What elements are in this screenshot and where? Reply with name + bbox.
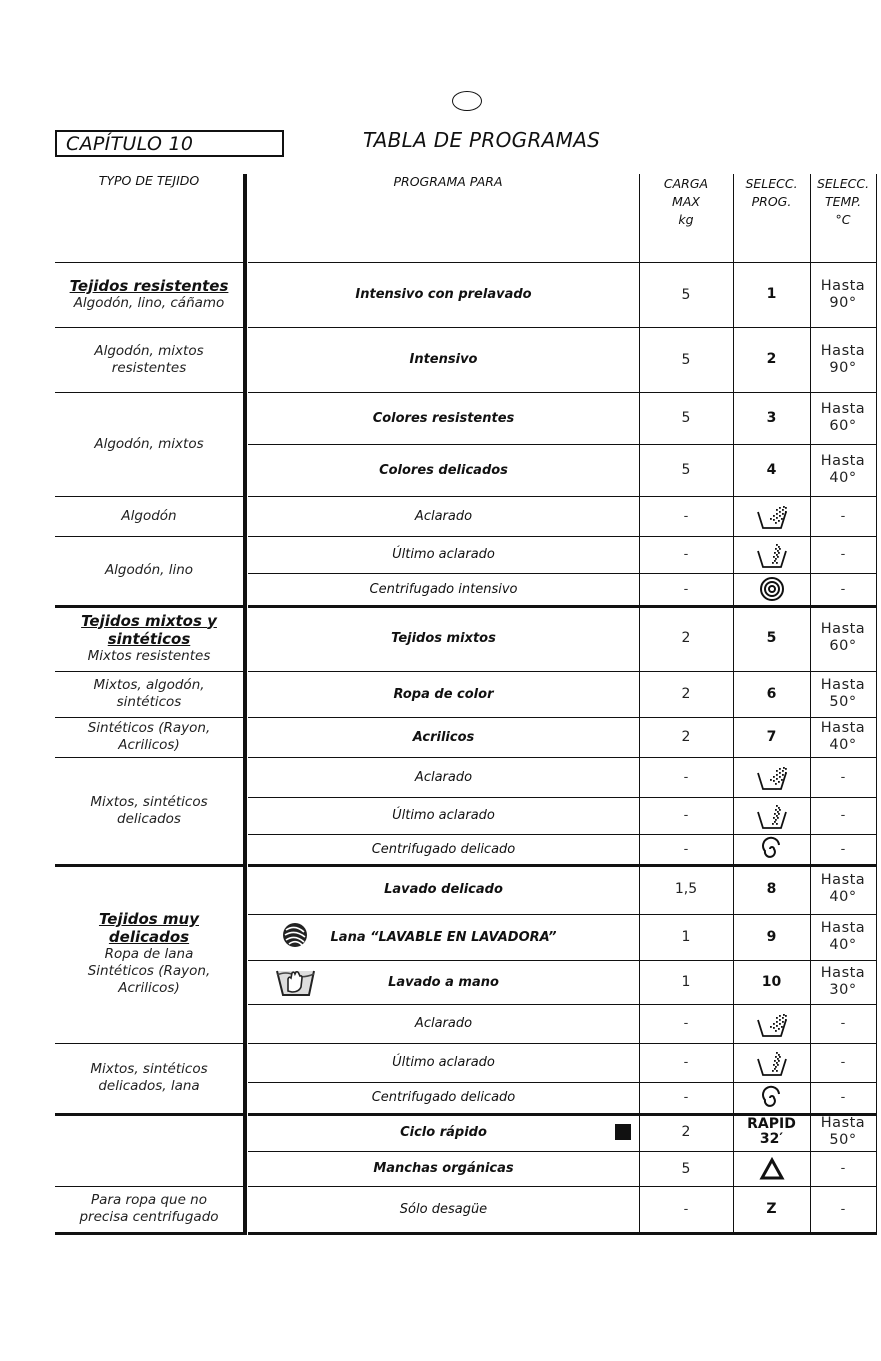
program-selector: 3 — [766, 409, 777, 426]
program-name: Último aclarado — [392, 1055, 495, 1070]
row-line — [55, 717, 243, 718]
load-value: 1 — [681, 929, 691, 945]
program-name: Ciclo rápido — [400, 1124, 487, 1140]
program-name: Lavado delicado — [384, 881, 503, 897]
square-marker-icon — [615, 1124, 631, 1140]
fabric-line: Sintéticos (Rayon, — [87, 963, 211, 979]
temperature-line: 30° — [829, 982, 857, 998]
program-selector — [733, 573, 810, 605]
load-value: - — [683, 547, 689, 562]
fabric-group-title: Tejidos resistentes — [69, 277, 229, 295]
fabric-line: Algodón — [121, 507, 177, 524]
header-load-line: CARGA — [663, 176, 709, 191]
row-line — [248, 1232, 877, 1235]
fabric-line: Sintéticos (Rayon, — [87, 720, 211, 736]
load-value: 2 — [681, 686, 691, 702]
load-value: - — [683, 841, 689, 857]
rinse-icon — [755, 502, 789, 530]
program-selector — [733, 1082, 810, 1113]
program-selector: 1 — [766, 286, 777, 302]
program-selector: 4 — [766, 461, 777, 478]
temperature-line: Hasta — [820, 677, 866, 693]
row-line — [55, 757, 243, 758]
header-temp-line: SELECC. — [816, 176, 870, 191]
program-name: Colores resistentes — [372, 410, 515, 426]
temperature-line: 90° — [829, 359, 857, 376]
fabric-line: precisa centrifugado — [79, 1209, 219, 1225]
temperature — [810, 536, 876, 573]
spin-delicate-icon — [755, 1084, 789, 1112]
temperature-line: - — [840, 1016, 846, 1031]
header-prog-line: SELECC. — [745, 176, 798, 191]
temperature — [810, 327, 876, 392]
program-name: Ropa de color — [393, 686, 494, 702]
fabric-line: delicados, lana — [98, 1078, 200, 1094]
program-name: Aclarado — [414, 769, 473, 785]
header-load — [639, 175, 733, 229]
header-fabric: TYPO DE TEJIDO — [98, 173, 200, 188]
program-name: Aclarado — [414, 1016, 473, 1031]
temperature-line: - — [840, 508, 846, 524]
temperature-line: - — [840, 1161, 846, 1176]
program-selector — [733, 496, 810, 536]
temperature-line: Hasta — [820, 1115, 866, 1131]
temperature-line: - — [840, 1090, 846, 1105]
header-temp-line: °C — [835, 212, 851, 227]
load-value: 1 — [681, 974, 691, 990]
temperature — [810, 444, 876, 496]
fabric-group — [55, 1047, 243, 1109]
column-divider — [243, 174, 247, 1235]
row-line — [55, 327, 243, 328]
load-value: - — [683, 1201, 689, 1217]
program-name: Centrifugado intensivo — [369, 581, 518, 597]
fabric-line: Algodón, mixtos — [94, 435, 204, 452]
fabric-group — [55, 721, 243, 753]
temperature-line: Hasta — [820, 342, 866, 359]
program-name: Lavado a mano — [388, 974, 499, 990]
program-selector: Z — [766, 1200, 777, 1217]
load-value: - — [683, 808, 689, 823]
program-name: Centrifugado delicado — [371, 841, 516, 857]
rinse-icon — [755, 1010, 789, 1038]
temperature-line: Hasta — [820, 277, 866, 294]
temperature-line: 40° — [829, 737, 857, 753]
row-line — [55, 1113, 243, 1116]
rinse-icon — [755, 763, 789, 791]
temperature-line: Hasta — [820, 453, 866, 469]
temperature-line: 40° — [829, 470, 857, 486]
temperature — [810, 605, 876, 671]
wool-icon — [280, 920, 310, 950]
temperature — [810, 1113, 876, 1151]
fabric-group-title: Tejidos mixtos y — [81, 611, 217, 630]
program-name: Acrilicos — [412, 729, 475, 745]
load-value: - — [683, 1055, 689, 1070]
load-value: 5 — [681, 286, 691, 303]
load-value: 5 — [681, 351, 691, 368]
temperature — [810, 1004, 876, 1043]
last-rinse-icon — [755, 802, 789, 830]
load-value: - — [683, 1016, 689, 1031]
program-selector — [733, 1004, 810, 1043]
program-selector: 9 — [766, 928, 777, 945]
temperature-line: - — [840, 808, 846, 823]
program-selector: 2 — [766, 351, 777, 367]
header-prog — [733, 175, 810, 211]
row-line — [55, 496, 243, 497]
spin-delicate-icon — [755, 835, 789, 863]
header-load-line: kg — [678, 212, 694, 227]
load-value: 5 — [681, 1160, 691, 1177]
row-line — [55, 605, 243, 608]
program-selector-line: RAPID — [747, 1116, 796, 1132]
program-name: Tejidos mixtos — [391, 630, 496, 646]
header-temp-line: TEMP. — [824, 194, 862, 209]
program-selector — [733, 757, 810, 797]
header-prog-line: PROG. — [751, 194, 792, 209]
fabric-group — [55, 1190, 243, 1228]
temperature-line: Hasta — [820, 621, 866, 637]
temperature — [810, 262, 876, 327]
load-value: 2 — [681, 630, 691, 646]
program-selector — [733, 1043, 810, 1082]
temperature — [810, 757, 876, 797]
program-name: Sólo desagüe — [399, 1201, 488, 1217]
temperature-line: Hasta — [820, 401, 866, 417]
column-line — [876, 174, 877, 1234]
temperature — [810, 717, 876, 757]
fabric-group — [55, 1117, 243, 1182]
fabric-group-title: Tejidos muy — [98, 910, 200, 928]
row-line — [55, 392, 243, 393]
program-name: Manchas orgánicas — [373, 1161, 514, 1176]
fabric-line: Algodón, lino, cáñamo — [73, 295, 225, 311]
temperature — [810, 496, 876, 536]
triangle-icon — [755, 1155, 789, 1183]
program-selector-line: 32′ — [759, 1131, 784, 1147]
row-line — [55, 864, 243, 867]
program-name: Centrifugado delicado — [371, 1090, 516, 1105]
program-name: Colores delicados — [379, 462, 508, 478]
fabric-group — [55, 868, 243, 1039]
temperature-line: - — [840, 1201, 846, 1217]
fabric-line: Mixtos, sintéticos — [90, 793, 208, 810]
fabric-line: sintéticos — [116, 694, 182, 710]
fabric-group — [55, 540, 243, 601]
temperature-line: - — [840, 581, 846, 597]
header-temp — [810, 175, 876, 229]
load-value: - — [683, 1090, 689, 1105]
temperature-line: - — [840, 769, 846, 785]
temperature-line: 60° — [829, 418, 857, 434]
program-selector — [733, 834, 810, 864]
temperature-line: Hasta — [820, 720, 866, 736]
temperature — [810, 671, 876, 717]
last-rinse-icon — [755, 1049, 789, 1077]
chapter-label: CAPÍTULO 10 — [55, 130, 284, 157]
load-value: 1,5 — [674, 881, 698, 897]
load-value: 5 — [681, 410, 691, 426]
temperature — [810, 1186, 876, 1232]
fabric-line: Algodón, lino — [104, 562, 194, 578]
load-value: 5 — [681, 462, 691, 478]
fabric-group — [55, 761, 243, 860]
row-line — [55, 671, 243, 672]
header-program: PROGRAMA PARA — [393, 174, 503, 189]
row-line — [55, 1043, 243, 1044]
fabric-line: Mixtos, sintéticos — [90, 1061, 208, 1077]
program-name: Intensivo — [409, 352, 478, 367]
temperature-line: 60° — [829, 638, 857, 654]
fabric-group-title: delicados — [108, 928, 190, 946]
fabric-group — [55, 675, 243, 713]
temperature-line: 50° — [829, 1132, 857, 1148]
program-selector — [733, 1113, 810, 1151]
temperature-line: Hasta — [820, 872, 866, 888]
fabric-line: Acrilicos) — [118, 980, 180, 996]
temperature — [810, 1082, 876, 1113]
fabric-group — [55, 266, 243, 323]
program-selector — [733, 1151, 810, 1186]
load-value: - — [683, 769, 689, 785]
spin-intensive-icon — [755, 575, 789, 603]
program-selector: 7 — [766, 728, 777, 745]
program-name: Lana “LAVABLE EN LAVADORA” — [330, 929, 557, 945]
temperature — [810, 392, 876, 444]
fabric-line: Acrilicos) — [118, 737, 180, 753]
row-line — [55, 262, 243, 263]
program-selector: 6 — [766, 685, 777, 702]
program-name: Intensivo con prelavado — [355, 287, 532, 302]
last-rinse-icon — [755, 541, 789, 569]
fabric-group — [55, 500, 243, 532]
temperature-line: - — [840, 1055, 846, 1070]
temperature — [810, 864, 876, 914]
program-selector: 5 — [766, 629, 777, 646]
temperature — [810, 914, 876, 960]
program-selector: 10 — [761, 973, 782, 990]
fabric-line: Algodón, mixtos — [94, 342, 204, 359]
program-name: Último aclarado — [392, 547, 495, 562]
temperature-line: Hasta — [820, 965, 866, 981]
row-line — [55, 1186, 243, 1187]
temperature-line: 40° — [829, 937, 857, 953]
fabric-line: delicados — [117, 810, 181, 827]
temperature-line: 90° — [829, 294, 857, 311]
hand-wash-icon — [274, 965, 316, 999]
marker-wrap — [615, 1124, 631, 1140]
program-name: Aclarado — [414, 508, 473, 524]
fabric-group — [55, 396, 243, 492]
temperature — [810, 960, 876, 1004]
fabric-line: Para ropa que no — [90, 1192, 207, 1208]
load-value: - — [683, 581, 689, 597]
temperature-line: 50° — [829, 694, 857, 710]
fabric-group-title: sintéticos — [107, 629, 191, 648]
page-title: TABLA DE PROGRAMAS — [363, 128, 601, 152]
fabric-line: Mixtos resistentes — [87, 647, 211, 664]
temperature — [810, 1151, 876, 1186]
fabric-line: Ropa de lana — [104, 946, 194, 962]
fabric-group — [55, 331, 243, 388]
row-line — [55, 536, 243, 537]
program-selector — [733, 536, 810, 573]
temperature — [810, 797, 876, 834]
temperature — [810, 834, 876, 864]
side-icon-wrap — [274, 965, 316, 999]
program-selector — [733, 797, 810, 834]
temperature-line: 40° — [829, 889, 857, 905]
temperature-line: - — [840, 841, 846, 857]
fabric-group — [55, 609, 243, 667]
temperature — [810, 1043, 876, 1082]
load-value: - — [683, 508, 689, 524]
load-value: 2 — [681, 1124, 691, 1140]
header-load-line: MAX — [672, 194, 700, 209]
row-line — [55, 1232, 243, 1235]
fabric-line: Mixtos, algodón, — [93, 677, 205, 693]
temperature-line: - — [840, 547, 846, 562]
load-value: 2 — [681, 729, 691, 745]
program-name: Último aclarado — [392, 808, 495, 823]
temperature-line: Hasta — [820, 920, 866, 936]
program-selector: 8 — [766, 880, 777, 897]
fabric-line: resistentes — [111, 359, 187, 376]
side-icon-wrap — [280, 920, 310, 950]
temperature — [810, 573, 876, 605]
